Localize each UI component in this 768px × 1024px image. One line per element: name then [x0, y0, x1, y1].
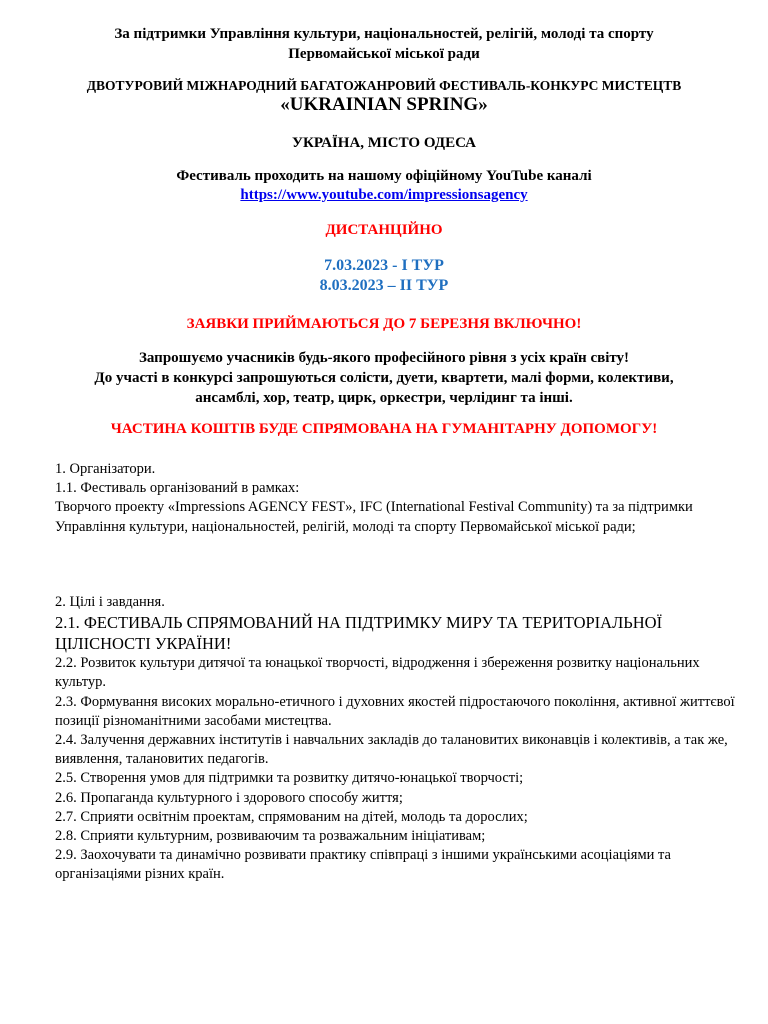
remote-label: ДИСТАНЦІЙНО	[325, 222, 443, 238]
section-goals	[55, 593, 745, 885]
youtube-link-row	[0, 185, 768, 205]
festival-name: «UKRAINIAN SPRING»	[280, 94, 488, 115]
invite-line-1: Запрошуємо учасників будь-якого професійного рівня з усіх країн світу!	[138, 350, 630, 366]
item-1-1-text: Творчого проекту «Impressions AGENCY FEST», IFC (International Festival Community) та за підтримки Управління культури, національностей, релігій, молоді та спорту Первомайської міської ради;	[55, 499, 693, 535]
support-line-1: За підтримки Управління культури, національностей, релігій, молоді та спорту	[114, 26, 654, 42]
section-2-title: 2. Цілі і завдання.	[55, 594, 165, 610]
section-1-title: 1. Організатори.	[55, 461, 156, 477]
goal-item: 2.8. Сприяти культурним, розвиваючим та розважальним ініціативам;	[55, 828, 486, 845]
goal-item: 2.7. Сприяти освітнім проектам, спрямованим на дітей, молодь та дорослих;	[55, 808, 528, 825]
item-1-1: 1.1. Фестиваль організований в рамках:	[55, 480, 300, 497]
goal-item: 2.1. ФЕСТИВАЛЬ СПРЯМОВАНИЙ НА ПІДТРИМКУ МИРУ ТА ТЕРИТОРІАЛЬНОЇ ЦІЛІСНОСТІ УКРАЇНИ!	[55, 613, 663, 654]
youtube-note: Фестиваль проходить на нашому офіційному YouTube каналі	[176, 168, 592, 184]
support-heading	[0, 24, 768, 64]
goal-item: 2.5. Створення умов для підтримки та розвитку дитячо-юнацької творчості;	[55, 770, 524, 787]
invite-line-2: До участі в конкурсі запрошуються солісти, дуети, квартети, малі форми, колективи,	[94, 370, 674, 386]
support-line-2: Первомайської міської ради	[288, 46, 480, 62]
goal-item: 2.2. Розвиток культури дитячої та юнацької творчості, відродження і збереження розвитку національних культур.	[55, 655, 700, 691]
location: УКРАЇНА, МІСТО ОДЕСА	[291, 135, 476, 151]
section-organizers	[55, 460, 745, 537]
goal-item: 2.6. Пропаганда культурного і здорового способу життя;	[55, 789, 403, 806]
humanitarian-notice: ЧАСТИНА КОШТІВ БУДЕ СПРЯМОВАНА НА ГУМАНІТАРНУ ДОПОМОГУ!	[110, 421, 658, 437]
round-2-date: 8.03.2023 – ІІ ТУР	[319, 277, 449, 294]
invite-line-3: ансамблі, хор, театр, цирк, оркестри, черлідинг та інші.	[195, 390, 573, 406]
deadline-notice: ЗАЯВКИ ПРИЙМАЮТЬСЯ ДО 7 БЕРЕЗНЯ ВКЛЮЧНО!	[186, 316, 582, 332]
youtube-link[interactable]: https://www.youtube.com/impressionsagency	[240, 187, 528, 203]
goal-item: 2.4. Залучення державних інститутів і навчальних закладів до талановитих виконавців і колективів, а так же, виявлення, талановитих педагогів.	[55, 732, 728, 768]
goal-item: 2.3. Формування високих морально-етичного і духовних якостей підростаючого покоління, активної життєвої позиції різноманітними засобами мистецтва.	[55, 693, 735, 729]
round-1-date: 7.03.2023 - І ТУР	[324, 257, 444, 274]
invite-block	[0, 348, 768, 408]
goal-item: 2.9. Заохочувати та динамічно розвивати практику співпраці з іншими українськими асоціаціями та організаціями різних країн.	[55, 847, 671, 883]
festival-type: ДВОТУРОВИЙ МІЖНАРОДНИЙ БАГАТОЖАНРОВИЙ ФЕСТИВАЛЬ-КОНКУРС МИСТЕЦТВ	[86, 78, 682, 93]
